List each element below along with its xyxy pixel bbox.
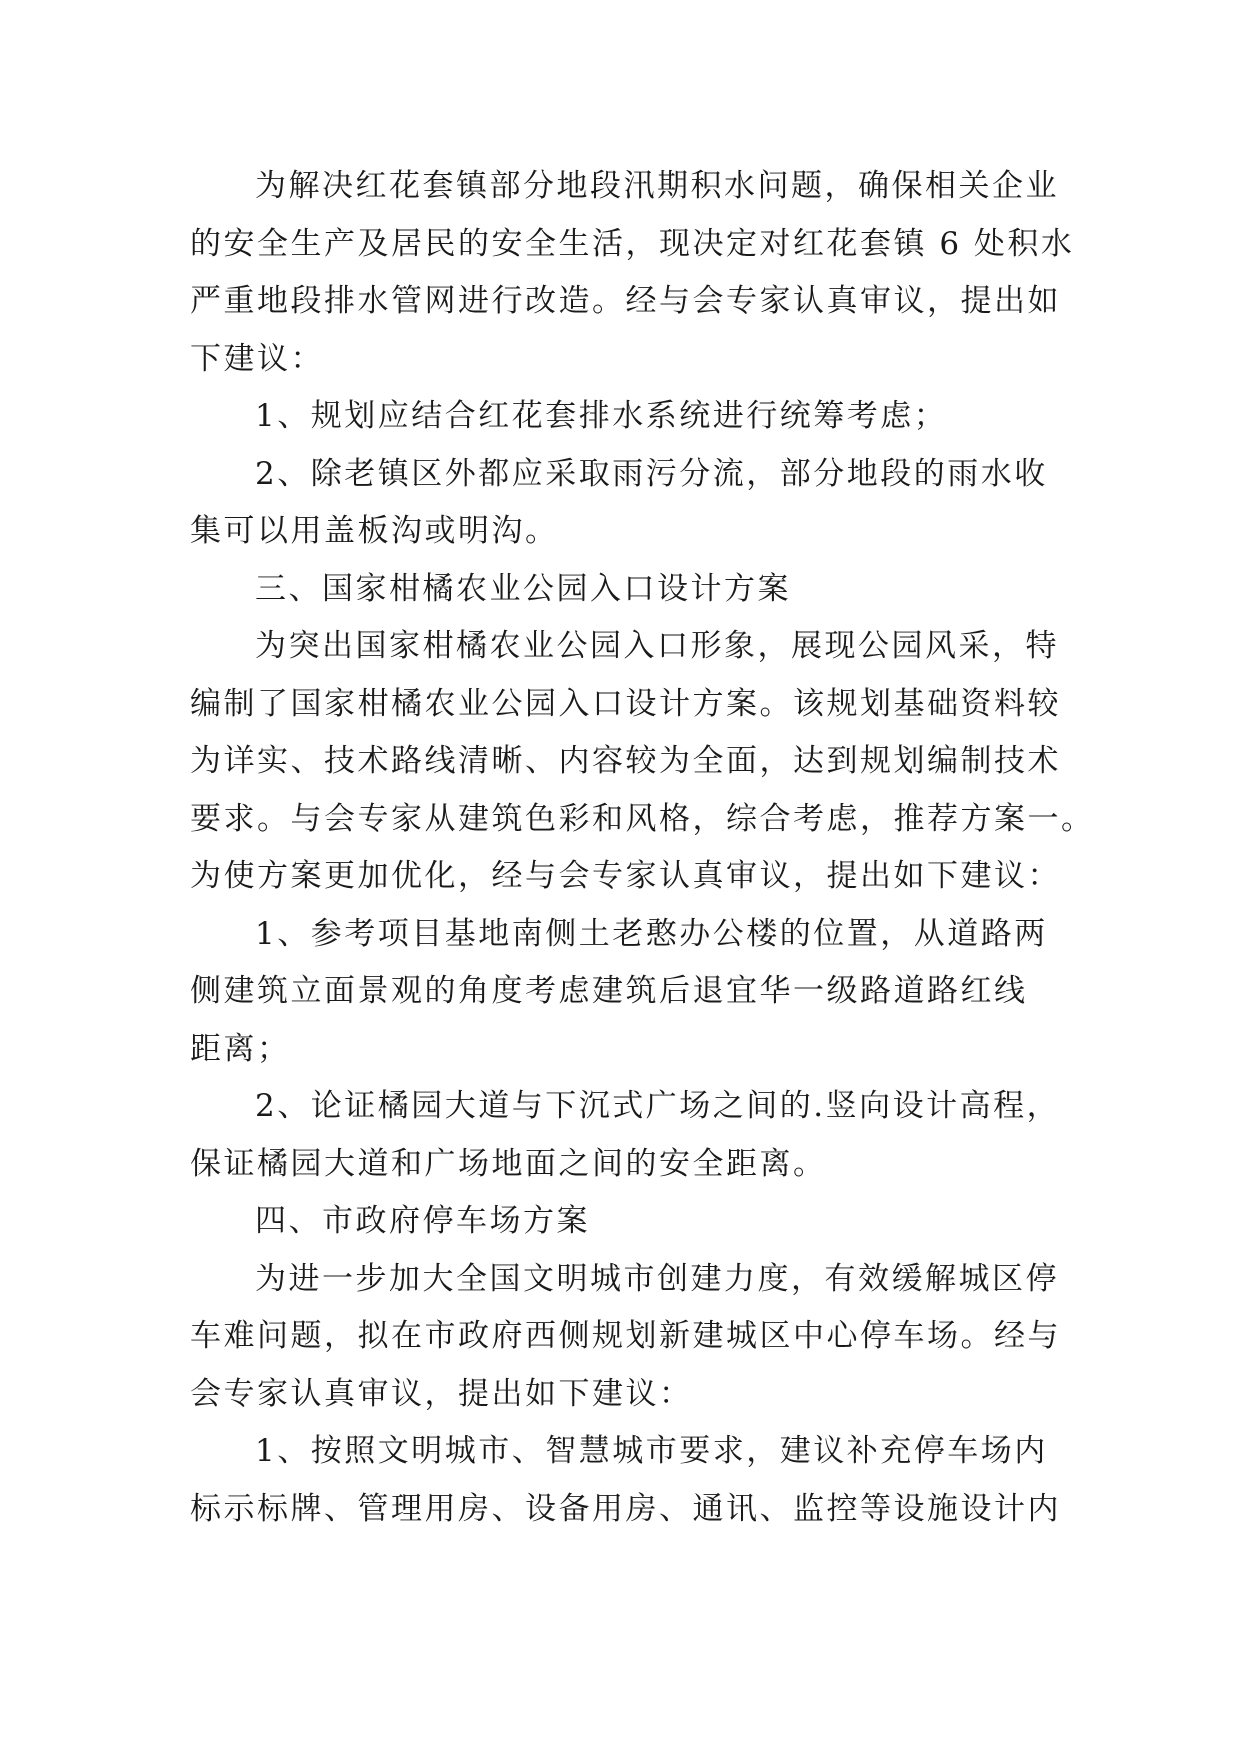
document-page	[190, 158, 1095, 1538]
list-item-line: 标示标牌、管理用房、设备用房、通讯、监控等设施设计内	[190, 1490, 1061, 1527]
paragraph-line: 为突出国家柑橘农业公园入口形象，展现公园风采，特	[255, 628, 1059, 664]
list-item-line: 1、参考项目基地南侧土老憨办公楼的位置，从道路两	[255, 915, 1048, 952]
list-item-line: 侧建筑立面景观的角度考虑建筑后退宜华一级路道路红线	[190, 973, 1028, 1009]
paragraph-line: 严重地段排水管网进行改造。经与会专家认真审议，提出如	[190, 283, 1061, 319]
list-item-line: 1、按照文明城市、智慧城市要求，建议补充停车场内	[255, 1433, 1048, 1469]
section-heading: 四、市政府停车场方案	[255, 1203, 590, 1239]
list-item-line: 2、论证橘园大道与下沉式广场之间的.竖向设计高程，	[255, 1088, 1061, 1124]
paragraph-line: 的安全生产及居民的安全生活，现决定对红花套镇 6 处积水	[190, 225, 1075, 262]
paragraph-line: 为使方案更加优化，经与会专家认真审议，提出如下建议：	[190, 858, 1061, 894]
paragraph-line: 为进一步加大全国文明城市创建力度，有效缓解城区停	[255, 1260, 1059, 1297]
paragraph-line: 车难问题，拟在市政府西侧规划新建城区中心停车场。经与	[190, 1318, 1061, 1354]
list-item-line: 保证橘园大道和广场地面之间的安全距离。	[190, 1145, 827, 1182]
list-item-line: 集可以用盖板沟或明沟。	[190, 513, 559, 549]
list-item-line: 1、规划应结合红花套排水系统进行统筹考虑；	[255, 398, 948, 434]
paragraph-line: 会专家认真审议，提出如下建议：	[190, 1375, 693, 1412]
paragraph-line: 为详实、技术路线清晰、内容较为全面，达到规划编制技术	[190, 743, 1061, 779]
list-item-line: 2、除老镇区外都应采取雨污分流，部分地段的雨水收	[255, 455, 1048, 492]
section-heading: 三、国家柑橘农业公园入口设计方案	[255, 570, 791, 607]
paragraph-line: 要求。与会专家从建筑色彩和风格，综合考虑，推荐方案一。	[190, 800, 1095, 837]
paragraph-line: 为解决红花套镇部分地段汛期积水问题，确保相关企业	[255, 168, 1059, 204]
paragraph-line: 编制了国家柑橘农业公园入口设计方案。该规划基础资料较	[190, 685, 1061, 722]
paragraph-line: 下建议：	[190, 340, 324, 377]
list-item-line: 距离；	[190, 1030, 291, 1067]
